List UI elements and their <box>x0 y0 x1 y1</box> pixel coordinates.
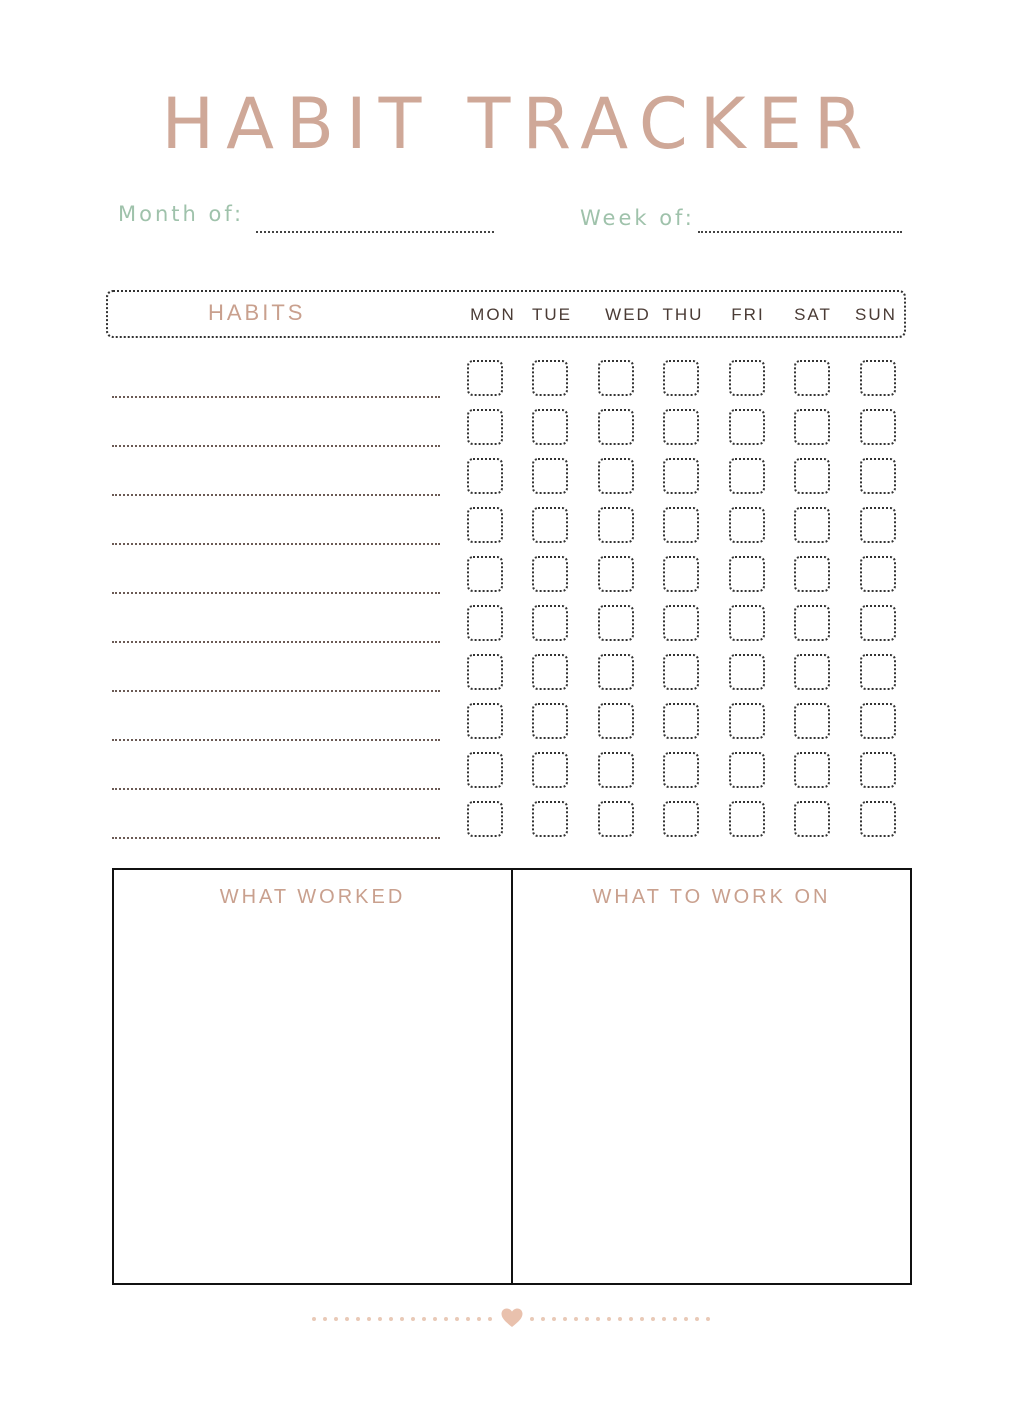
habit-checkbox[interactable] <box>467 507 503 543</box>
habit-name-field[interactable] <box>112 641 440 643</box>
habit-checkbox[interactable] <box>729 556 765 592</box>
habit-checkbox[interactable] <box>532 556 568 592</box>
habit-name-field[interactable] <box>112 396 440 398</box>
footer-dot <box>629 1317 633 1321</box>
habit-checkbox[interactable] <box>794 458 830 494</box>
habit-checkbox[interactable] <box>860 605 896 641</box>
habit-checkbox[interactable] <box>729 654 765 690</box>
habit-checkbox[interactable] <box>598 507 634 543</box>
habit-checkbox[interactable] <box>663 458 699 494</box>
footer-dot <box>411 1317 415 1321</box>
footer-dot <box>367 1317 371 1321</box>
habit-checkbox[interactable] <box>860 654 896 690</box>
footer-dot <box>477 1317 481 1321</box>
habit-checkbox[interactable] <box>729 801 765 837</box>
footer-dot <box>422 1317 426 1321</box>
habit-checkbox[interactable] <box>860 458 896 494</box>
habit-name-field[interactable] <box>112 788 440 790</box>
footer-dot <box>574 1317 578 1321</box>
habit-checkbox[interactable] <box>663 507 699 543</box>
footer-dot <box>433 1317 437 1321</box>
what-to-work-on-title: WHAT TO WORK ON <box>592 886 831 908</box>
habit-name-field[interactable] <box>112 592 440 594</box>
habit-checkbox[interactable] <box>467 752 503 788</box>
habit-checkbox[interactable] <box>794 360 830 396</box>
habit-checkbox[interactable] <box>729 458 765 494</box>
footer-dot <box>618 1317 622 1321</box>
footer-dot <box>706 1317 710 1321</box>
footer-dot <box>651 1317 655 1321</box>
what-worked-title: WHAT WORKED <box>219 886 406 908</box>
habit-name-field[interactable] <box>112 739 440 741</box>
habit-checkbox[interactable] <box>663 703 699 739</box>
habit-checkbox[interactable] <box>598 360 634 396</box>
habit-checkbox[interactable] <box>532 458 568 494</box>
habit-checkbox[interactable] <box>794 556 830 592</box>
habit-checkbox[interactable] <box>860 556 896 592</box>
footer-dot <box>596 1317 600 1321</box>
habit-checkbox[interactable] <box>860 801 896 837</box>
habit-checkbox[interactable] <box>532 801 568 837</box>
habit-checkbox[interactable] <box>467 801 503 837</box>
habit-checkbox[interactable] <box>794 703 830 739</box>
notes-divider <box>511 868 513 1285</box>
habit-checkbox[interactable] <box>467 654 503 690</box>
footer-dot <box>552 1317 556 1321</box>
habit-checkbox[interactable] <box>598 458 634 494</box>
habit-checkbox[interactable] <box>467 703 503 739</box>
habit-checkbox[interactable] <box>598 801 634 837</box>
habit-checkbox[interactable] <box>729 752 765 788</box>
habit-checkbox[interactable] <box>532 654 568 690</box>
day-header-fri: FRI <box>731 305 765 324</box>
day-header-sat: SAT <box>794 305 832 324</box>
habit-checkbox[interactable] <box>532 360 568 396</box>
footer-dot <box>466 1317 470 1321</box>
footer-dot <box>444 1317 448 1321</box>
habit-checkbox[interactable] <box>663 360 699 396</box>
footer-dot <box>607 1317 611 1321</box>
habit-name-field[interactable] <box>112 543 440 545</box>
habit-checkbox[interactable] <box>729 605 765 641</box>
habit-checkbox[interactable] <box>860 703 896 739</box>
footer-dot <box>640 1317 644 1321</box>
footer-dot <box>455 1317 459 1321</box>
footer-dot <box>389 1317 393 1321</box>
habit-name-field[interactable] <box>112 494 440 496</box>
footer-dot <box>563 1317 567 1321</box>
footer-dot <box>673 1317 677 1321</box>
habit-checkbox[interactable] <box>467 556 503 592</box>
habit-checkbox[interactable] <box>663 801 699 837</box>
footer-dot <box>312 1317 316 1321</box>
habit-checkbox[interactable] <box>467 409 503 445</box>
habit-checkbox[interactable] <box>532 703 568 739</box>
habit-checkbox[interactable] <box>467 458 503 494</box>
habit-checkbox[interactable] <box>598 654 634 690</box>
footer-dot <box>488 1317 492 1321</box>
footer-dot <box>530 1317 534 1321</box>
habit-checkbox[interactable] <box>598 409 634 445</box>
day-header-thu: THU <box>662 305 704 324</box>
page-title: HABIT TRACKER <box>161 83 875 165</box>
habit-checkbox[interactable] <box>663 752 699 788</box>
footer-dot <box>345 1317 349 1321</box>
day-header-mon: MON <box>470 305 516 324</box>
habit-checkbox[interactable] <box>729 360 765 396</box>
habit-checkbox[interactable] <box>598 605 634 641</box>
habit-checkbox[interactable] <box>663 654 699 690</box>
habit-checkbox[interactable] <box>794 507 830 543</box>
habit-checkbox[interactable] <box>860 409 896 445</box>
week-field[interactable] <box>698 231 902 233</box>
footer-dot <box>323 1317 327 1321</box>
footer-dot <box>585 1317 589 1321</box>
habit-checkbox[interactable] <box>794 654 830 690</box>
habit-checkbox[interactable] <box>729 507 765 543</box>
footer-dot <box>541 1317 545 1321</box>
day-header-wed: WED <box>605 305 651 324</box>
habit-checkbox[interactable] <box>532 752 568 788</box>
habit-checkbox[interactable] <box>794 752 830 788</box>
footer-dot <box>400 1317 404 1321</box>
habit-checkbox[interactable] <box>532 605 568 641</box>
habit-name-field[interactable] <box>112 837 440 839</box>
habit-checkbox[interactable] <box>860 360 896 396</box>
habit-checkbox[interactable] <box>598 556 634 592</box>
day-header-sun: SUN <box>855 305 897 324</box>
habit-checkbox[interactable] <box>860 752 896 788</box>
footer-dot <box>334 1317 338 1321</box>
habit-checkbox[interactable] <box>794 605 830 641</box>
habit-checkbox[interactable] <box>729 703 765 739</box>
habit-checkbox[interactable] <box>663 605 699 641</box>
habit-name-field[interactable] <box>112 445 440 447</box>
month-field[interactable] <box>256 231 494 233</box>
footer-dot <box>695 1317 699 1321</box>
habit-checkbox[interactable] <box>467 605 503 641</box>
day-header-tue: TUE <box>532 305 572 324</box>
footer-dot <box>662 1317 666 1321</box>
habit-checkbox[interactable] <box>663 556 699 592</box>
heart-icon <box>500 1306 524 1330</box>
footer-dot <box>378 1317 382 1321</box>
habit-checkbox[interactable] <box>860 507 896 543</box>
habits-heading: HABITS <box>208 300 306 325</box>
habit-checkbox[interactable] <box>794 409 830 445</box>
habit-checkbox[interactable] <box>794 801 830 837</box>
habit-checkbox[interactable] <box>598 703 634 739</box>
habit-checkbox[interactable] <box>598 752 634 788</box>
month-label: Month of: <box>118 202 245 226</box>
habit-checkbox[interactable] <box>532 409 568 445</box>
habit-checkbox[interactable] <box>532 507 568 543</box>
footer-dot <box>356 1317 360 1321</box>
habit-checkbox[interactable] <box>729 409 765 445</box>
week-label: Week of: <box>580 206 695 230</box>
habit-checkbox[interactable] <box>663 409 699 445</box>
habit-checkbox[interactable] <box>467 360 503 396</box>
habit-name-field[interactable] <box>112 690 440 692</box>
footer-dot <box>684 1317 688 1321</box>
